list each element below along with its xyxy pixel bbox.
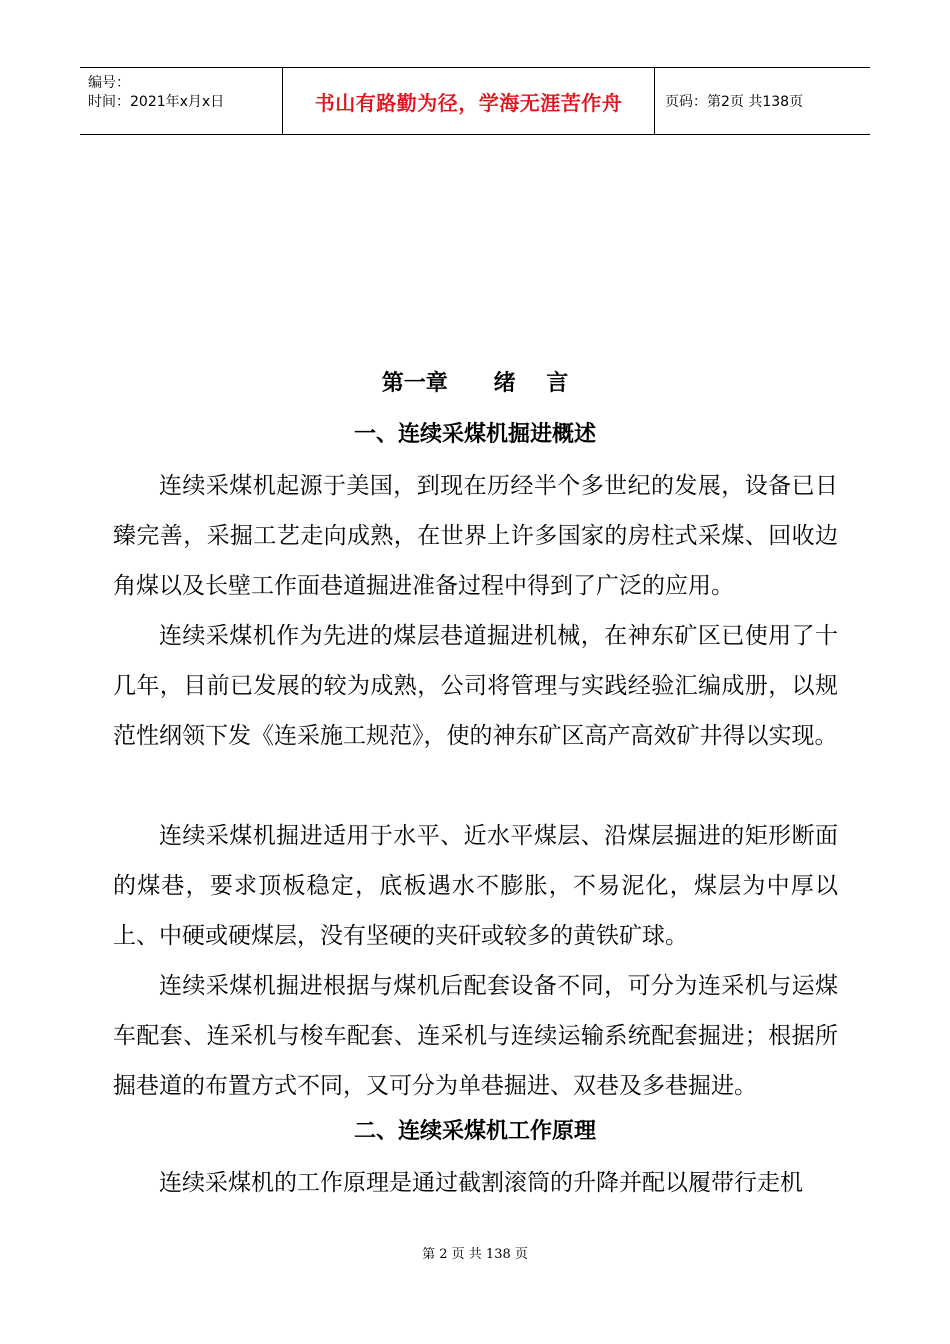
paragraph: 连续采煤机的工作原理是通过截割滚筒的升降并配以履带行走机 <box>159 1170 803 1196</box>
section-title-principle: 二、连续采煤机工作原理 <box>353 1119 596 1144</box>
header-meta <box>80 68 282 134</box>
document-header <box>80 67 870 135</box>
section-title-overview: 一、连续采煤机掘进概述 <box>353 422 596 447</box>
page-footer: 第 2 页 共 138 页 <box>422 1247 528 1262</box>
header-page-info: 页码：第2页 共138页 <box>665 94 804 110</box>
paragraph: 连续采煤机起源于美国，到现在历经半个多世纪的发展，设备已日臻完善，采掘工艺走向成熟，在世界上许多国家的房柱式采煤、回收边角煤以及长壁工作面巷道掘进准备过程中得到了广泛的应用。 <box>113 473 838 599</box>
paragraph: 连续采煤机掘进适用于水平、近水平煤层、沿煤层掘进的矩形断面的煤巷，要求顶板稳定，底板遇水不膨胀，不易泥化，煤层为中厚以上、中硬或硬煤层，没有坚硬的夹矸或较多的黄铁矿球。 <box>113 823 838 949</box>
header-motto: 书山有路勤为径，学海无涯苦作舟 <box>282 68 655 134</box>
paragraph: 连续采煤机掘进根据与煤机后配套设备不同，可分为连采机与运煤车配套、连采机与梭车配套、连采机与连续运输系统配套掘进；根据所掘巷道的布置方式不同，又可分为单巷掘进、双巷及多巷掘进。 <box>113 973 838 1099</box>
date-label: 时间：2021年x月x日 <box>88 94 225 110</box>
chapter-title: 第一章 绪 言 <box>381 371 569 396</box>
paragraph: 连续采煤机作为先进的煤层巷道掘进机械，在神东矿区已使用了十几年，目前已发展的较为成熟，公司将管理与实践经验汇编成册，以规范性纲领下发《连采施工规范》，使的神东矿区高产高效矿井得以实现。 <box>113 623 838 749</box>
number-label: 编号： <box>88 75 130 91</box>
